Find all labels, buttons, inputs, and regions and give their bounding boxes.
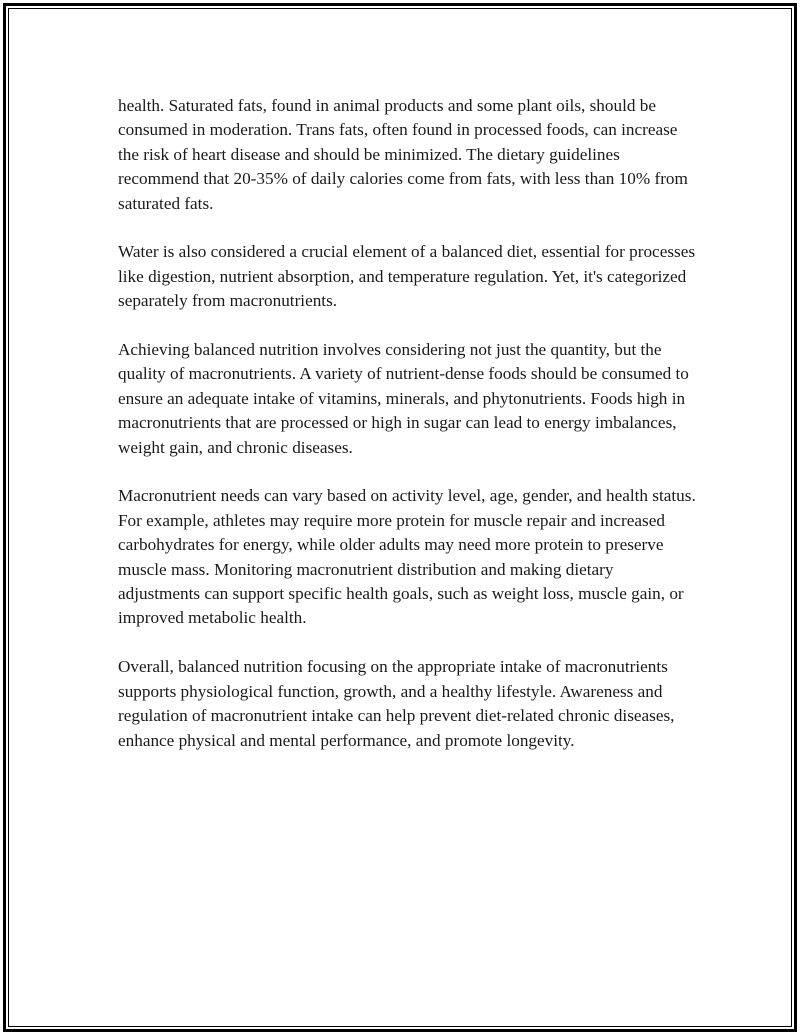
page-border	[3, 3, 797, 1032]
paragraph-fats: health. Saturated fats, found in animal products and some plant oils, should be consumed in moderation. Trans fats, often found in processed foods, can increase the risk of heart disease and should be minimized. The dietary guidelines recommend that 20-35% of daily calories come from fats, with less than 10% from saturated fats.	[118, 96, 688, 213]
paragraph-balanced-nutrition: Achieving balanced nutrition involves considering not just the quantity, but the quality of macronutrients. A variety of nutrient-dense foods should be consumed to ensure an adequate intake of vitamins, minerals, and phytonutrients. Foods high in macronutrients that are processed or high in sugar can lead to energy imbalances, weight gain, and chronic diseases.	[118, 340, 689, 457]
paragraph-macronutrient-needs: Macronutrient needs can vary based on activity level, age, gender, and health status. For example, athletes may require more protein for muscle repair and increased carbohydrates for energy, while older adults may need more protein to preserve muscle mass. Monitoring macronutrient distribution and making dietary adjustments can support specific health goals, such as weight loss, muscle gain, or improved metabolic health.	[118, 486, 696, 628]
paragraph-overall: Overall, balanced nutrition focusing on the appropriate intake of macronutrients supports physiological function, growth, and a healthy lifestyle. Awareness and regulation of macronutrient intake can help prevent diet-related chronic diseases, enhance physical and mental performance, and promote longevity.	[118, 657, 675, 750]
document-body	[118, 94, 696, 777]
paragraph-water: Water is also considered a crucial element of a balanced diet, essential for processes like digestion, nutrient absorption, and temperature regulation. Yet, it's categorized separately from macronutrients.	[118, 242, 696, 311]
